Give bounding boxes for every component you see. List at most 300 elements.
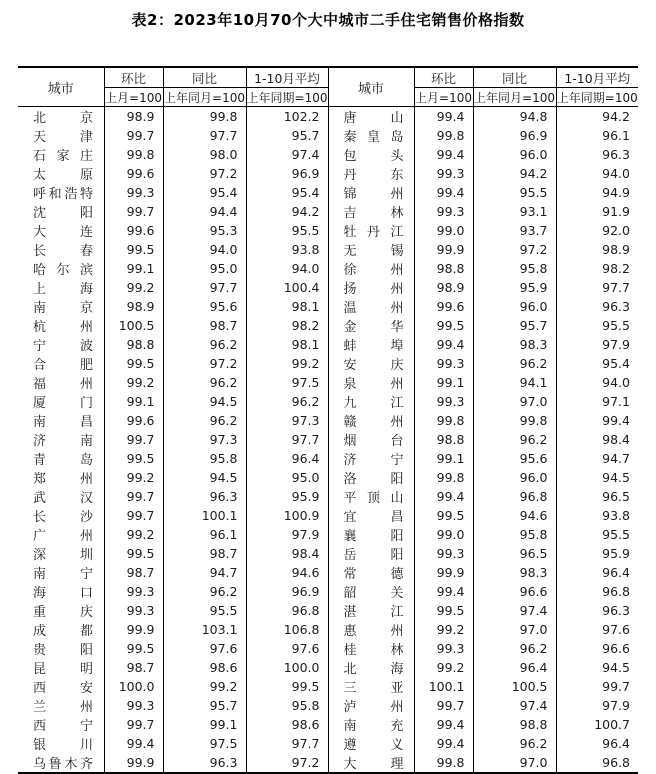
index-value: 98.7	[104, 563, 163, 582]
city-name-text: 温州	[343, 301, 404, 316]
index-value: 99.4	[414, 734, 473, 753]
header-avg-base-right: 上年同期=100	[556, 88, 638, 107]
city-name	[328, 221, 414, 240]
index-value: 94.0	[246, 259, 328, 278]
index-value: 99.5	[104, 639, 163, 658]
table-row	[18, 164, 638, 183]
index-value: 96.3	[163, 753, 246, 773]
index-value: 98.2	[556, 259, 638, 278]
city-name-text: 哈尔滨	[33, 263, 93, 278]
index-value: 97.9	[556, 335, 638, 354]
city-name-text: 扬州	[343, 282, 404, 297]
index-value: 99.4	[414, 715, 473, 734]
index-value: 99.8	[104, 145, 163, 164]
city-name-text: 呼和浩特	[33, 187, 93, 202]
city-name-text: 重庆	[33, 605, 93, 620]
city-name-text: 厦门	[33, 396, 93, 411]
table-row	[18, 468, 638, 487]
table-row	[18, 259, 638, 278]
index-value: 96.5	[473, 544, 556, 563]
table-row	[18, 202, 638, 221]
index-value: 95.4	[163, 183, 246, 202]
city-name	[328, 183, 414, 202]
index-value: 98.1	[246, 335, 328, 354]
index-value: 102.2	[246, 107, 328, 127]
city-name	[328, 297, 414, 316]
city-name-text: 西宁	[33, 719, 93, 734]
city-name-text: 南宁	[33, 567, 93, 582]
city-name-text: 宜昌	[343, 510, 404, 525]
city-name-text: 太原	[33, 168, 93, 183]
table-row	[18, 126, 638, 145]
city-name	[18, 107, 104, 127]
index-value: 96.5	[556, 487, 638, 506]
index-value: 96.3	[163, 487, 246, 506]
index-value: 97.9	[246, 525, 328, 544]
city-name	[328, 240, 414, 259]
index-value: 95.5	[556, 316, 638, 335]
city-name-text: 湛江	[343, 605, 404, 620]
table-row	[18, 430, 638, 449]
table-row	[18, 734, 638, 753]
city-name-text: 襄阳	[343, 529, 404, 544]
index-value: 98.9	[556, 240, 638, 259]
index-value: 99.1	[414, 449, 473, 468]
city-name	[18, 354, 104, 373]
index-value: 100.4	[246, 278, 328, 297]
index-value: 95.7	[473, 316, 556, 335]
index-value: 97.7	[163, 126, 246, 145]
index-value: 97.1	[556, 392, 638, 411]
city-name	[328, 354, 414, 373]
index-value: 96.4	[556, 563, 638, 582]
index-value: 95.0	[246, 468, 328, 487]
header-city-left: 城市	[18, 67, 104, 107]
index-value: 96.2	[163, 411, 246, 430]
city-name	[18, 164, 104, 183]
table-row	[18, 677, 638, 696]
city-name	[18, 677, 104, 696]
city-name	[18, 202, 104, 221]
city-name-text: 岳阳	[343, 548, 404, 563]
table-row	[18, 544, 638, 563]
city-name-text: 韶关	[343, 586, 404, 601]
index-value: 99.1	[104, 259, 163, 278]
index-value: 95.9	[556, 544, 638, 563]
index-value: 94.0	[556, 373, 638, 392]
index-value: 99.4	[414, 107, 473, 127]
index-value: 96.1	[556, 126, 638, 145]
index-value: 96.8	[473, 487, 556, 506]
city-name-text: 大连	[33, 225, 93, 240]
city-name-text: 深圳	[33, 548, 93, 563]
city-name-text: 贵阳	[33, 643, 93, 658]
table-row	[18, 487, 638, 506]
index-value: 99.6	[414, 297, 473, 316]
index-value: 99.5	[104, 354, 163, 373]
city-name	[18, 487, 104, 506]
city-name-text: 杭州	[33, 320, 93, 335]
index-value: 99.5	[104, 449, 163, 468]
index-value: 99.0	[414, 221, 473, 240]
city-name-text: 青岛	[33, 453, 93, 468]
city-name-text: 南充	[343, 719, 404, 734]
index-value: 96.2	[473, 639, 556, 658]
city-name	[328, 411, 414, 430]
table-row	[18, 696, 638, 715]
city-name-text: 泸州	[343, 700, 404, 715]
index-value: 98.7	[104, 658, 163, 677]
index-value: 96.2	[473, 354, 556, 373]
header-yoy-right: 同比	[473, 67, 556, 88]
city-name	[18, 126, 104, 145]
city-name-text: 安庆	[343, 358, 404, 373]
city-name-text: 大理	[343, 757, 404, 772]
table-row	[18, 373, 638, 392]
index-value: 96.9	[246, 582, 328, 601]
index-value: 99.8	[163, 107, 246, 127]
index-value: 99.7	[104, 126, 163, 145]
city-name	[18, 582, 104, 601]
index-value: 92.0	[556, 221, 638, 240]
index-value: 96.2	[473, 734, 556, 753]
city-name	[328, 658, 414, 677]
index-value: 96.2	[473, 430, 556, 449]
index-value: 96.3	[556, 601, 638, 620]
city-name-text: 平顶山	[343, 491, 404, 506]
index-value: 95.5	[473, 183, 556, 202]
city-name-text: 合肥	[33, 358, 93, 373]
index-value: 100.1	[163, 506, 246, 525]
city-name	[328, 544, 414, 563]
index-value: 99.8	[414, 411, 473, 430]
index-value: 99.4	[414, 582, 473, 601]
index-value: 99.9	[104, 753, 163, 773]
city-name	[18, 544, 104, 563]
index-value: 94.5	[163, 468, 246, 487]
index-value: 99.5	[104, 240, 163, 259]
index-value: 98.7	[163, 316, 246, 335]
index-value: 96.0	[473, 468, 556, 487]
index-value: 95.4	[556, 354, 638, 373]
table-row	[18, 240, 638, 259]
index-value: 97.7	[163, 278, 246, 297]
header-avg-left: 1-10月平均	[246, 67, 328, 88]
index-value: 99.3	[104, 601, 163, 620]
city-name-text: 宁波	[33, 339, 93, 354]
city-name	[328, 373, 414, 392]
table-header	[18, 67, 638, 107]
index-value: 94.5	[556, 658, 638, 677]
index-value: 99.3	[414, 639, 473, 658]
city-name-text: 兰州	[33, 700, 93, 715]
city-name	[328, 753, 414, 773]
table-row	[18, 392, 638, 411]
index-value: 98.9	[104, 297, 163, 316]
table-row	[18, 601, 638, 620]
index-value: 96.4	[473, 658, 556, 677]
city-name-text: 牡丹江	[343, 225, 404, 240]
city-name-text: 海口	[33, 586, 93, 601]
index-value: 99.4	[414, 335, 473, 354]
city-name-text: 秦皇岛	[343, 130, 404, 145]
table-row	[18, 658, 638, 677]
table-row	[18, 620, 638, 639]
city-name-text: 北海	[343, 662, 404, 677]
index-value: 96.2	[163, 373, 246, 392]
index-value: 95.9	[473, 278, 556, 297]
table-row	[18, 221, 638, 240]
header-city-right: 城市	[328, 67, 414, 107]
index-value: 95.7	[246, 126, 328, 145]
city-name-text: 济南	[33, 434, 93, 449]
city-name	[328, 335, 414, 354]
index-value: 94.2	[473, 164, 556, 183]
city-name-text: 九江	[343, 396, 404, 411]
header-mom-base-right: 上月=100	[414, 88, 473, 107]
table-row	[18, 183, 638, 202]
city-name-text: 常德	[343, 567, 404, 582]
city-name-text: 长沙	[33, 510, 93, 525]
city-name	[18, 335, 104, 354]
index-value: 99.3	[104, 183, 163, 202]
index-value: 95.5	[556, 525, 638, 544]
index-value: 99.5	[414, 506, 473, 525]
city-name	[18, 145, 104, 164]
city-name	[328, 601, 414, 620]
city-name-text: 郑州	[33, 472, 93, 487]
header-yoy-base-left: 上年同月=100	[163, 88, 246, 107]
index-value: 100.5	[473, 677, 556, 696]
index-value: 97.9	[556, 696, 638, 715]
city-name-text: 上海	[33, 282, 93, 297]
city-name-text: 福州	[33, 377, 93, 392]
table-row	[18, 506, 638, 525]
index-value: 99.8	[414, 753, 473, 773]
index-value: 99.2	[104, 373, 163, 392]
index-value: 94.2	[556, 107, 638, 127]
index-value: 99.2	[246, 354, 328, 373]
index-value: 96.8	[246, 601, 328, 620]
city-name	[328, 525, 414, 544]
index-value: 100.1	[414, 677, 473, 696]
index-value: 99.4	[414, 183, 473, 202]
city-name	[18, 468, 104, 487]
header-mom-right: 环比	[414, 67, 473, 88]
city-name	[328, 164, 414, 183]
city-name	[328, 202, 414, 221]
table-row	[18, 563, 638, 582]
city-name	[18, 601, 104, 620]
city-name	[328, 278, 414, 297]
index-value: 95.8	[473, 259, 556, 278]
city-name	[328, 487, 414, 506]
city-name-text: 徐州	[343, 263, 404, 278]
index-value: 95.8	[163, 449, 246, 468]
index-value: 100.7	[556, 715, 638, 734]
index-value: 94.5	[163, 392, 246, 411]
index-value: 99.6	[104, 221, 163, 240]
city-name	[328, 620, 414, 639]
index-value: 95.7	[163, 696, 246, 715]
index-value: 99.7	[556, 677, 638, 696]
city-name	[18, 449, 104, 468]
index-value: 99.1	[163, 715, 246, 734]
city-name	[18, 506, 104, 525]
city-name-text: 无锡	[343, 244, 404, 259]
index-value: 96.8	[556, 582, 638, 601]
index-value: 96.6	[473, 582, 556, 601]
city-name	[18, 316, 104, 335]
header-yoy-base-right: 上年同月=100	[473, 88, 556, 107]
index-value: 98.1	[246, 297, 328, 316]
index-value: 97.0	[473, 620, 556, 639]
table-row	[18, 639, 638, 658]
city-name	[328, 107, 414, 127]
index-value: 96.0	[473, 297, 556, 316]
index-value: 98.6	[163, 658, 246, 677]
index-value: 93.7	[473, 221, 556, 240]
header-mom-base-left: 上月=100	[104, 88, 163, 107]
table-row	[18, 297, 638, 316]
index-value: 99.3	[414, 354, 473, 373]
index-value: 99.7	[104, 715, 163, 734]
city-name-text: 西安	[33, 681, 93, 696]
index-value: 99.3	[414, 544, 473, 563]
index-value: 99.0	[414, 525, 473, 544]
index-value: 99.7	[104, 430, 163, 449]
index-value: 97.6	[246, 639, 328, 658]
index-value: 99.3	[104, 696, 163, 715]
index-value: 99.7	[104, 506, 163, 525]
header-mom-left: 环比	[104, 67, 163, 88]
index-value: 99.1	[104, 392, 163, 411]
index-value: 96.2	[163, 582, 246, 601]
index-value: 97.7	[246, 734, 328, 753]
index-value: 97.6	[556, 620, 638, 639]
city-name-text: 三亚	[343, 681, 404, 696]
index-value: 98.7	[163, 544, 246, 563]
city-name-text: 济宁	[343, 453, 404, 468]
index-value: 96.3	[556, 145, 638, 164]
table-row	[18, 582, 638, 601]
city-name-text: 金华	[343, 320, 404, 335]
index-value: 97.2	[163, 164, 246, 183]
city-name-text: 北京	[33, 111, 93, 126]
index-value: 95.8	[246, 696, 328, 715]
city-name	[328, 563, 414, 582]
index-value: 99.6	[104, 411, 163, 430]
index-value: 99.9	[414, 240, 473, 259]
table-row	[18, 316, 638, 335]
index-value: 95.4	[246, 183, 328, 202]
city-name	[18, 525, 104, 544]
header-avg-right: 1-10月平均	[556, 67, 638, 88]
city-name-text: 南昌	[33, 415, 93, 430]
index-value: 99.8	[414, 468, 473, 487]
index-value: 95.3	[163, 221, 246, 240]
index-value: 100.0	[104, 677, 163, 696]
city-name	[328, 126, 414, 145]
index-value: 96.9	[246, 164, 328, 183]
index-value: 95.6	[163, 297, 246, 316]
city-name	[18, 297, 104, 316]
city-name-text: 遵义	[343, 738, 404, 753]
index-value: 94.7	[556, 449, 638, 468]
index-value: 97.6	[163, 639, 246, 658]
index-value: 99.7	[104, 202, 163, 221]
index-value: 94.6	[246, 563, 328, 582]
index-value: 98.3	[473, 335, 556, 354]
city-name	[18, 373, 104, 392]
index-value: 99.2	[414, 620, 473, 639]
index-value: 99.2	[104, 525, 163, 544]
table-row	[18, 411, 638, 430]
header-avg-base-left: 上年同期=100	[246, 88, 328, 107]
index-value: 99.2	[104, 468, 163, 487]
index-value: 93.1	[473, 202, 556, 221]
index-value: 98.8	[414, 259, 473, 278]
city-name	[328, 506, 414, 525]
index-value: 95.5	[163, 601, 246, 620]
table-row	[18, 278, 638, 297]
index-value: 100.0	[246, 658, 328, 677]
city-name-text: 成都	[33, 624, 93, 639]
index-value: 100.9	[246, 506, 328, 525]
city-name-text: 泉州	[343, 377, 404, 392]
index-value: 99.4	[414, 487, 473, 506]
city-name	[328, 392, 414, 411]
city-name	[18, 696, 104, 715]
index-value: 99.7	[414, 696, 473, 715]
table-row	[18, 107, 638, 127]
city-name	[328, 696, 414, 715]
city-name-text: 沈阳	[33, 206, 93, 221]
index-value: 97.3	[246, 411, 328, 430]
index-value: 94.8	[473, 107, 556, 127]
city-name	[18, 639, 104, 658]
index-value: 106.8	[246, 620, 328, 639]
index-value: 99.3	[414, 164, 473, 183]
index-value: 97.0	[473, 753, 556, 773]
index-value: 93.8	[556, 506, 638, 525]
city-name-text: 石家庄	[33, 149, 93, 164]
index-value: 99.3	[414, 202, 473, 221]
index-value: 98.4	[556, 430, 638, 449]
index-value: 100.5	[104, 316, 163, 335]
index-value: 94.4	[163, 202, 246, 221]
index-value: 98.4	[246, 544, 328, 563]
city-name	[328, 430, 414, 449]
index-value: 95.5	[246, 221, 328, 240]
city-name-text: 长春	[33, 244, 93, 259]
index-value: 99.9	[414, 563, 473, 582]
city-name	[18, 221, 104, 240]
city-name	[18, 392, 104, 411]
city-name	[18, 753, 104, 773]
city-name	[328, 145, 414, 164]
index-value: 96.9	[473, 126, 556, 145]
city-name	[18, 620, 104, 639]
city-name	[328, 468, 414, 487]
city-name-text: 唐山	[343, 111, 404, 126]
index-value: 95.9	[246, 487, 328, 506]
city-name-text: 丹东	[343, 168, 404, 183]
index-value: 96.8	[556, 753, 638, 773]
table-row	[18, 525, 638, 544]
index-value: 97.3	[163, 430, 246, 449]
city-name	[328, 259, 414, 278]
